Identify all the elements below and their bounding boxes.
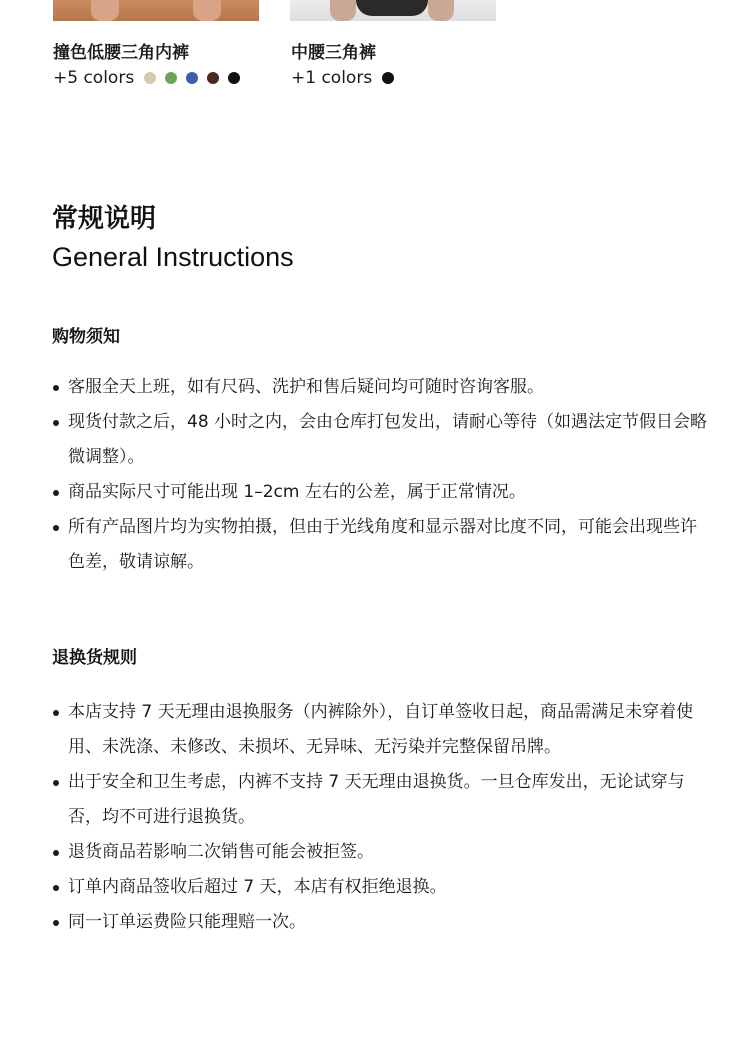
color-swatches: [382, 72, 403, 84]
color-swatch[interactable]: [382, 72, 394, 84]
product-colors-2: [291, 68, 403, 88]
list-item: 出于安全和卫生考虑，内裤不支持 7 天无理由退换货。一旦仓库发出，无论试穿与否，均不可进行退换货。: [52, 765, 712, 835]
color-swatch[interactable]: [207, 72, 219, 84]
color-swatch[interactable]: [165, 72, 177, 84]
list-item: 商品实际尺寸可能出现 1–2cm 左右的公差，属于正常情况。: [52, 475, 712, 510]
section-title-en: General Instructions: [52, 242, 294, 272]
color-swatch[interactable]: [228, 72, 240, 84]
product-image-2[interactable]: [290, 0, 496, 21]
colors-count-label: +5 colors: [53, 68, 135, 88]
color-swatch[interactable]: [186, 72, 198, 84]
return-policy-title: 退换货规则: [52, 648, 137, 668]
colors-count-label: +1 colors: [291, 68, 373, 88]
list-item: 订单内商品签收后超过 7 天，本店有权拒绝退换。: [52, 870, 712, 905]
shopping-notice-title: 购物须知: [52, 327, 120, 347]
list-item: 同一订单运费险只能理赔一次。: [52, 905, 712, 940]
product-image-detail: [428, 0, 454, 21]
list-item: 现货付款之后，48 小时之内，会由仓库打包发出，请耐心等待（如遇法定节假日会略微调整）。: [52, 405, 712, 475]
list-item: 所有产品图片均为实物拍摄，但由于光线角度和显示器对比度不同，可能会出现些许色差，敬请谅解。: [52, 510, 712, 580]
product-colors-1: [53, 68, 249, 88]
product-image-detail: [193, 0, 221, 21]
color-swatch[interactable]: [144, 72, 156, 84]
list-item: 本店支持 7 天无理由退换服务（内裤除外），自订单签收日起，商品需满足未穿着使用、未洗涤、未修改、未损坏、无异味、无污染并完整保留吊牌。: [52, 695, 712, 765]
color-swatches: [144, 72, 249, 84]
return-policy-list: [52, 695, 712, 940]
list-item: 客服全天上班，如有尺码、洗护和售后疑问均可随时咨询客服。: [52, 370, 712, 405]
product-name-1[interactable]: 撞色低腰三角内裤: [53, 43, 189, 63]
product-image-1[interactable]: [53, 0, 259, 21]
product-image-detail: [330, 0, 356, 21]
product-image-detail: [91, 0, 119, 21]
shopping-notice-list: [52, 370, 712, 580]
product-image-detail: [356, 0, 428, 16]
product-name-2[interactable]: 中腰三角裤: [291, 43, 376, 63]
section-title-cn: 常规说明: [52, 204, 157, 234]
list-item: 退货商品若影响二次销售可能会被拒签。: [52, 835, 712, 870]
